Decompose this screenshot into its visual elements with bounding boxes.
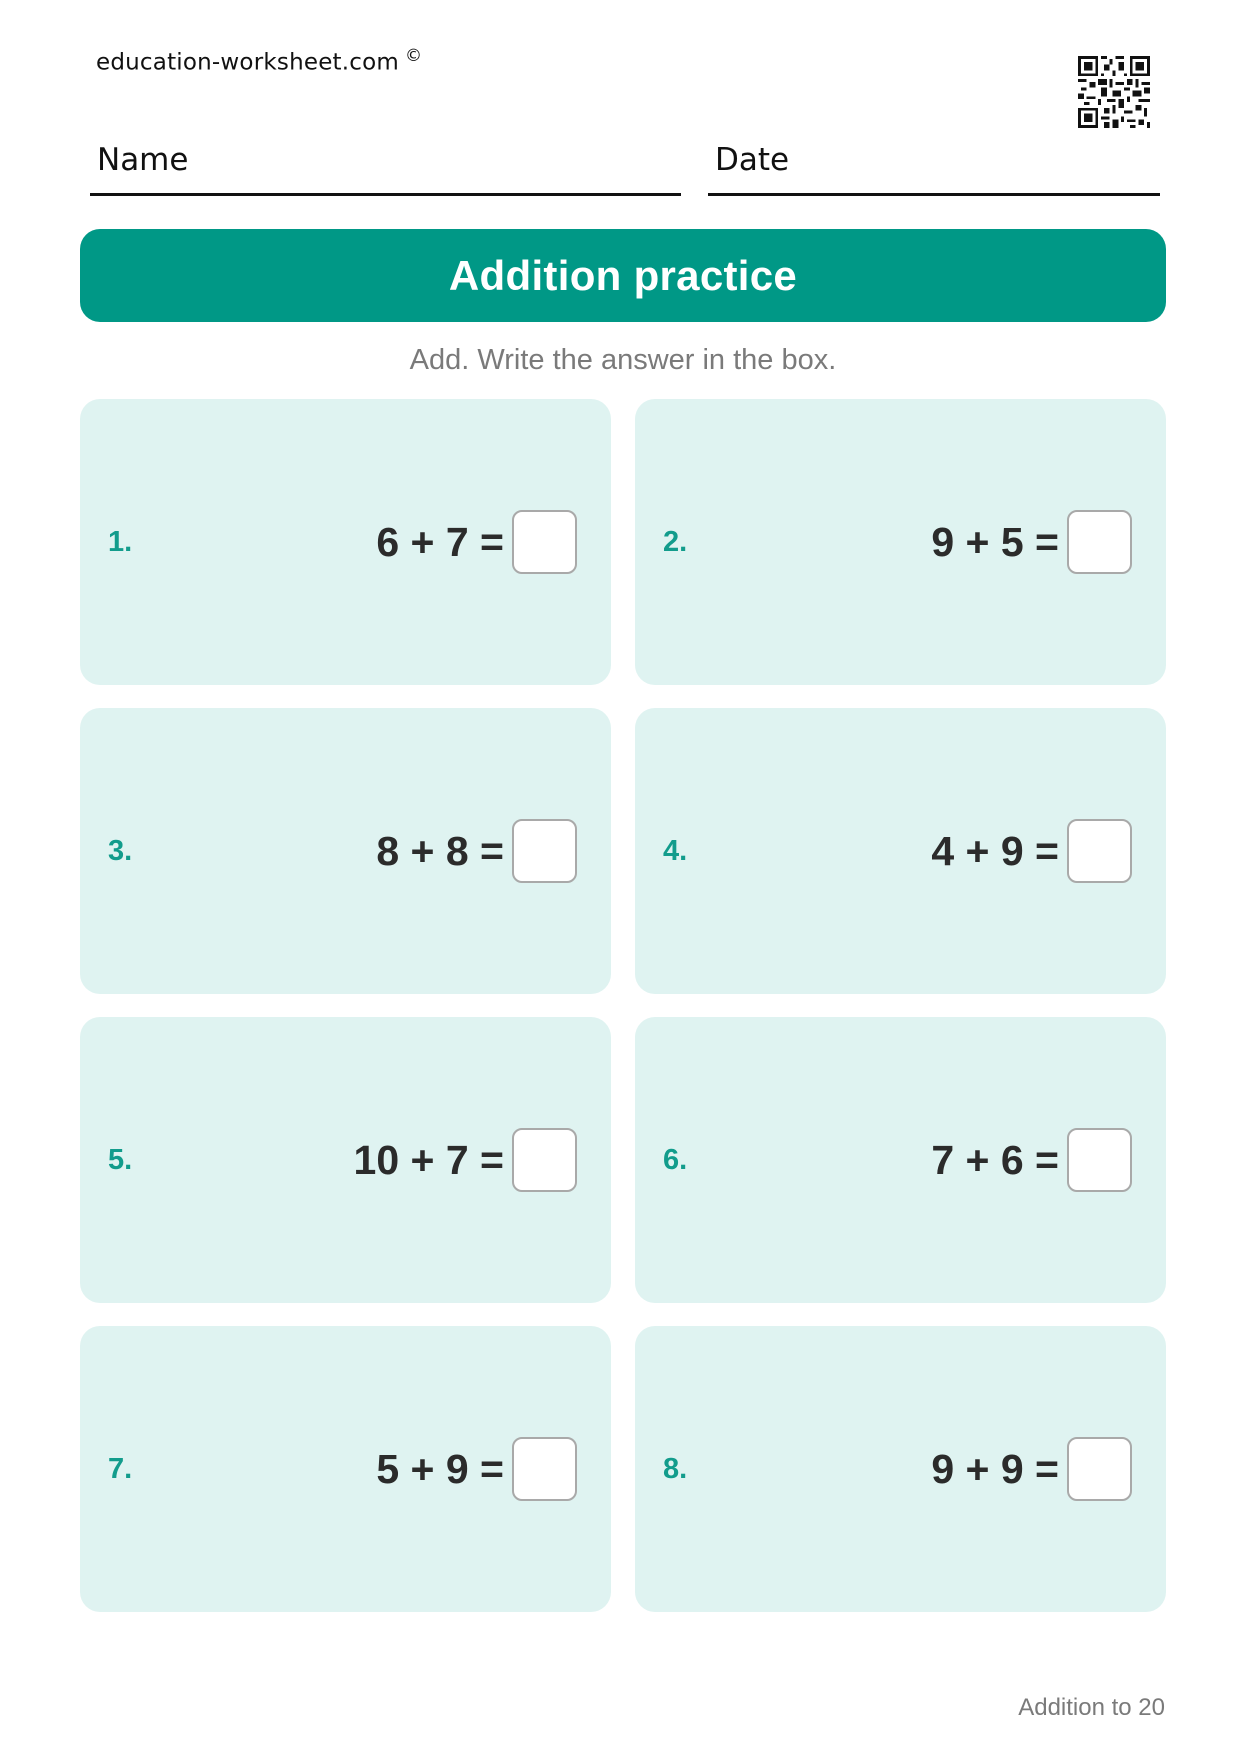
- expression: 9 + 9 =: [931, 1445, 1059, 1492]
- problem-number: 5.: [108, 1144, 133, 1176]
- answer-box[interactable]: [512, 819, 577, 883]
- equation: [376, 1435, 577, 1503]
- expression: 4 + 9 =: [931, 827, 1059, 874]
- name-field[interactable]: [90, 142, 681, 196]
- problem-card-3: [80, 708, 611, 994]
- answer-box[interactable]: [1067, 819, 1132, 883]
- problem-card-8: [635, 1326, 1166, 1612]
- equation: [931, 1126, 1132, 1194]
- expression: 8 + 8 =: [376, 827, 504, 874]
- title-banner: [80, 229, 1166, 322]
- problem-card-4: [635, 708, 1166, 994]
- instructions: Add. Write the answer in the box.: [409, 344, 837, 376]
- equation: [354, 1126, 577, 1194]
- answer-box[interactable]: [512, 1437, 577, 1501]
- footer-label: Addition to 20: [1018, 1694, 1165, 1721]
- problem-number: 3.: [108, 835, 133, 867]
- problem-card-1: [80, 399, 611, 685]
- equation: [931, 817, 1132, 885]
- site-name: [96, 46, 422, 76]
- problem-card-7: [80, 1326, 611, 1612]
- name-label: Name: [97, 142, 189, 178]
- copyright-mark: ©: [405, 46, 423, 66]
- problem-grid: [80, 399, 1166, 1612]
- expression: 5 + 9 =: [376, 1445, 504, 1492]
- expression: 10 + 7 =: [353, 1136, 504, 1183]
- answer-box[interactable]: [1067, 510, 1132, 574]
- date-field[interactable]: [708, 142, 1160, 196]
- expression: 9 + 5 =: [931, 518, 1059, 565]
- problem-number: 8.: [663, 1453, 688, 1485]
- equation: [931, 1435, 1132, 1503]
- problem-number: 4.: [663, 835, 688, 867]
- problem-number: 2.: [663, 526, 688, 558]
- equation: [931, 508, 1132, 576]
- problem-card-5: [80, 1017, 611, 1303]
- equation: [376, 817, 577, 885]
- expression: 7 + 6 =: [931, 1136, 1059, 1183]
- problem-number: 1.: [108, 526, 133, 558]
- problem-number: 7.: [108, 1453, 133, 1485]
- site-name-text: education-worksheet.com: [96, 49, 399, 76]
- equation: [376, 508, 577, 576]
- answer-box[interactable]: [1067, 1437, 1132, 1501]
- problem-card-2: [635, 399, 1166, 685]
- answer-box[interactable]: [512, 510, 577, 574]
- answer-box[interactable]: [512, 1128, 577, 1192]
- page-title: Addition practice: [448, 251, 798, 299]
- expression: 6 + 7 =: [376, 518, 504, 565]
- date-label: Date: [715, 142, 790, 178]
- qr-code-icon: [1078, 56, 1150, 128]
- problem-card-6: [635, 1017, 1166, 1303]
- problem-number: 6.: [663, 1144, 688, 1176]
- answer-box[interactable]: [1067, 1128, 1132, 1192]
